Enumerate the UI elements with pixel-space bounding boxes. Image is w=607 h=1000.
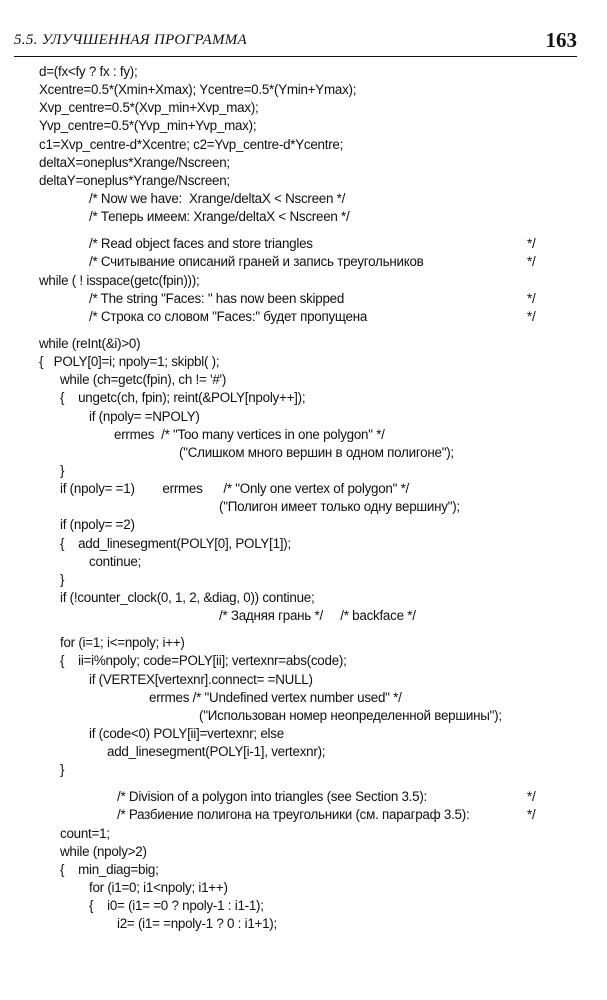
code-line [39,707,589,725]
code-text: while (npoly>2) [60,843,147,859]
code-text: /* Строка со словом "Faces:" будет пропущена [89,308,368,324]
code-text: /* The string "Faces: " has now been skipped [89,290,345,306]
code-line [39,535,589,553]
code-text: { POLY[0]=i; npoly=1; skipbl( ); [39,354,220,370]
code-text: { i0= (i1= =0 ? npoly-1 : i1-1); [89,898,264,914]
code-line [39,806,589,824]
comment-end: */ [527,789,536,805]
code-line [39,788,589,806]
code-text: { add_linesegment(POLY[0], POLY[1]); [60,535,291,551]
code-text: if (npoly= =NPOLY) [89,408,200,424]
code-line [39,761,589,779]
code-line [39,689,589,707]
comment-end: */ [527,807,536,823]
code-line [39,743,589,761]
code-text: /* Division of a polygon into triangles (see Section 3.5): [117,789,428,805]
code-line [39,671,589,689]
code-line [39,81,589,99]
code-line [39,607,589,625]
code-text: /* Теперь имеем: Xrange/deltaX < Nscreen */ [89,209,350,225]
code-text: /* Read object faces and store triangles [89,236,313,252]
code-line [39,190,589,208]
blank-line [39,326,589,335]
blank-line [39,226,589,235]
code-text: errmes /* "Undefined vertex number used" */ [149,689,402,705]
code-text: while (ch=getc(fpin), ch != '#') [60,372,227,388]
code-line [39,353,589,371]
code-line [39,63,589,81]
code-line [39,843,589,861]
code-text: /* Разбиение полигона на треугольники (см. параграф 3.5): [117,807,470,823]
page-header [14,28,577,57]
code-text: /* Считывание описаний граней и запись треугольников [89,254,424,270]
code-line [39,652,589,670]
code-line [39,444,589,462]
code-text: Xvp_centre=0.5*(Xvp_min+Xvp_max); [39,100,259,116]
code-line [39,634,589,652]
code-text: errmes /* "Too many vertices in one polygon" */ [114,426,385,442]
code-line [39,480,589,498]
code-text: while ( ! isspace(getc(fpin))); [39,272,200,288]
code-line [39,290,589,308]
code-line [39,371,589,389]
code-line [39,208,589,226]
code-text: i2= (i1= =npoly-1 ? 0 : i1+1); [117,916,277,932]
code-text: } [60,462,65,478]
page-number: 163 [545,28,577,52]
code-line [39,426,589,444]
code-line [39,272,589,290]
code-line [39,571,589,589]
code-text: continue; [89,553,142,569]
comment-end: */ [527,290,536,306]
comment-end: */ [527,254,536,270]
code-listing [39,63,589,933]
code-line [39,389,589,407]
code-text: for (i1=0; i1<npoly; i1++) [89,880,228,896]
code-line [39,308,589,326]
code-text: if (VERTEX[vertexnr].connect= =NULL) [89,671,313,687]
comment-end: */ [527,308,536,324]
code-text: ("Использован номер неопределенной вершины"); [199,707,502,723]
code-line [39,879,589,897]
code-text: { min_diag=big; [60,861,159,877]
code-text: deltaX=oneplus*Xrange/Nscreen; [39,154,230,170]
code-text: for (i=1; i<=npoly; i++) [60,635,185,651]
code-text: { ungetc(ch, fpin); reint(&POLY[npoly++]); [60,390,306,406]
code-line [39,172,589,190]
code-text: ("Полигон имеет только одну вершину"); [219,499,460,515]
blank-line [39,625,589,634]
code-line [39,725,589,743]
code-text: add_linesegment(POLY[i-1], vertexnr); [107,744,326,760]
code-line [39,335,589,353]
comment-end: */ [527,236,536,252]
code-line [39,897,589,915]
code-line [39,117,589,135]
code-text: /* Now we have: Xrange/deltaX < Nscreen */ [89,190,346,206]
code-text: if (npoly= =2) [60,517,135,533]
code-text: c1=Xvp_centre-d*Xcentre; c2=Yvp_centre-d*Ycentre; [39,136,344,152]
code-text: while (reInt(&i)>0) [39,335,141,351]
blank-line [39,779,589,788]
code-line [39,154,589,172]
code-text: d=(fx<fy ? fx : fy); [39,64,138,79]
code-line [39,408,589,426]
code-line [39,99,589,117]
running-head: 5.5. УЛУЧШЕННАЯ ПРОГРАММА [14,32,248,48]
code-text: } [60,762,65,778]
code-text: /* Задняя грань */ /* backface */ [219,608,416,624]
code-line [39,253,589,271]
code-text: ("Слишком много вершин в одном полигоне"); [179,444,454,460]
code-text: deltaY=oneplus*Yrange/Nscreen; [39,172,230,188]
code-text: count=1; [60,825,110,841]
code-line [39,553,589,571]
code-line [39,235,589,253]
code-line [39,498,589,516]
code-text: if (npoly= =1) errmes /* "Only one vertex of polygon" */ [60,481,410,497]
code-text: if (!counter_clock(0, 1, 2, &diag, 0)) continue; [60,589,315,605]
code-text: Yvp_centre=0.5*(Yvp_min+Yvp_max); [39,118,257,134]
code-line [39,861,589,879]
code-line [39,825,589,843]
code-line [39,589,589,607]
code-text: if (code<0) POLY[ii]=vertexnr; else [89,725,284,741]
code-text: Xcentre=0.5*(Xmin+Xmax); Ycentre=0.5*(Ymin+Ymax); [39,82,357,98]
code-line [39,915,589,933]
code-line [39,136,589,154]
code-text: } [60,571,65,587]
code-line [39,516,589,534]
code-text: { ii=i%npoly; code=POLY[ii]; vertexnr=abs(code); [60,653,347,669]
code-line [39,462,589,480]
